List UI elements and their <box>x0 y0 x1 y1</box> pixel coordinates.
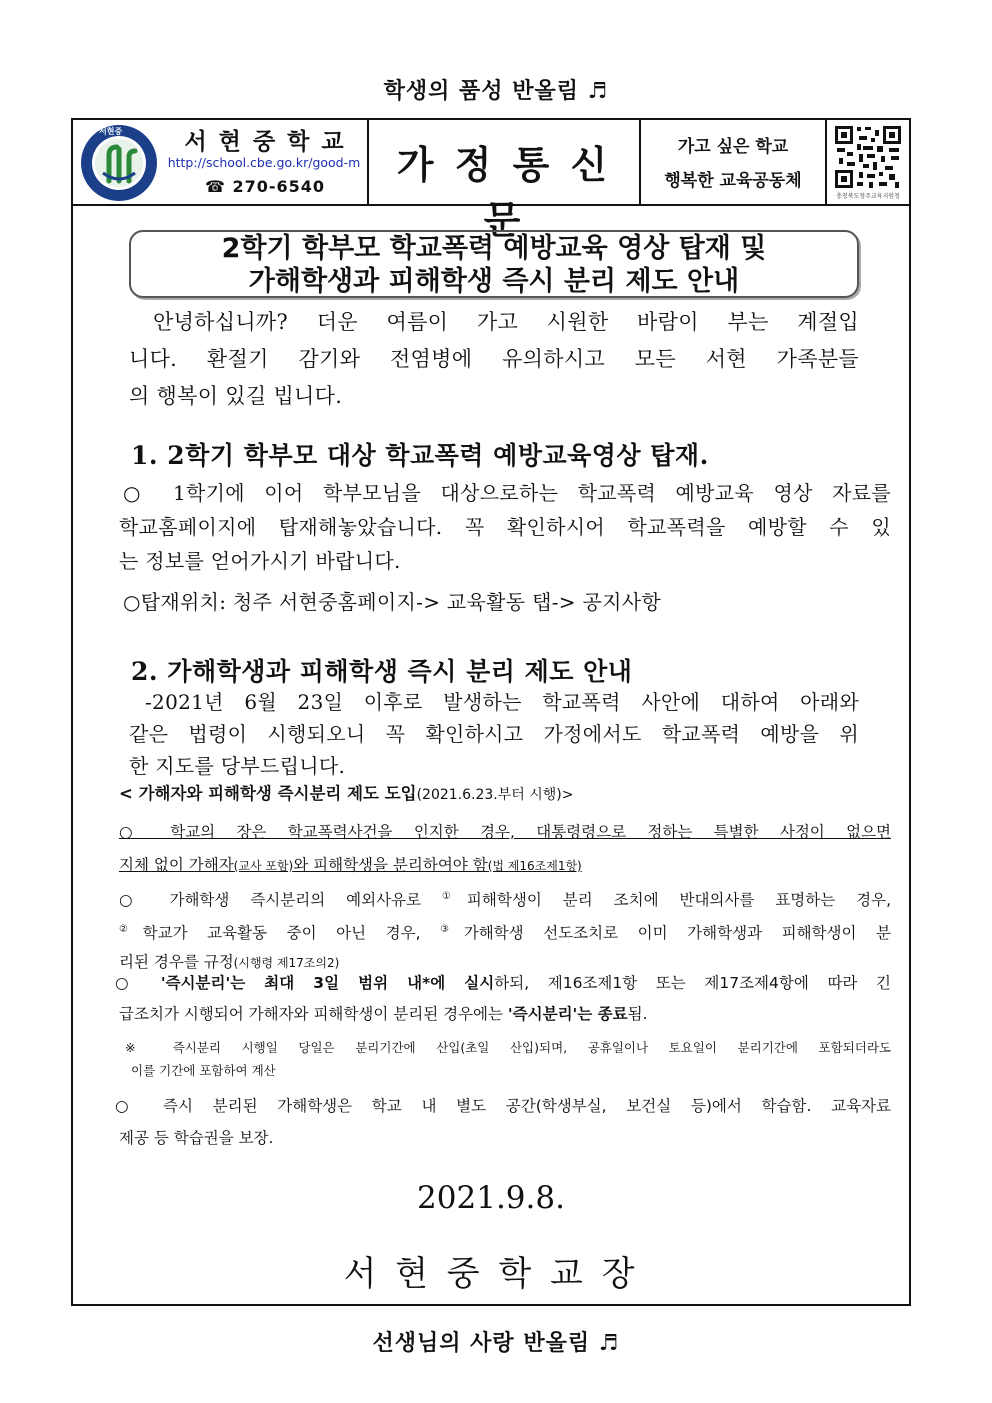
section1-line: 는 정보를 얻어가시기 바랍니다. <box>119 549 401 573</box>
rule-emphasis: '즉시분리'는 종료 <box>507 1005 628 1023</box>
rule-text: 급조치가 시행되어 가해자와 피해학생이 분리된 경우에는 <box>119 1005 508 1023</box>
greeting-line: 니다. 환절기 감기와 전염병에 유의하시고 모든 서현 가족분들 <box>129 347 859 371</box>
school-url-link[interactable]: http://school.cbe.go.kr/good-m <box>167 155 361 170</box>
rule-text: ○ <box>115 974 161 992</box>
qr-cell <box>827 120 909 204</box>
qr-caption: 충청북도청주교육지원청 <box>836 193 900 200</box>
greeting-line: 안녕하십니까? 더운 여름이 가고 시원한 바람이 부는 계절입 <box>153 310 859 334</box>
rule-text: 됨. <box>627 1005 648 1023</box>
section2-subheading <box>119 780 879 804</box>
circled-number: ② <box>119 924 143 936</box>
greeting-paragraph <box>129 304 859 415</box>
section2-heading: 2. 가해학생과 피해학생 즉시 분리 제도 안내 <box>131 657 633 686</box>
section1-body <box>119 476 891 578</box>
logo-text: 서현중 <box>99 127 123 136</box>
rule-text: 학교가 교육활동 중이 아닌 경우, <box>142 924 441 943</box>
section1-location: ○탑재위치: 청주 서현중홈페이지-> 교육활동 탭-> 공지사항 <box>123 590 661 614</box>
rule-text: 하되, 제16조제1항 또는 제17조제4항에 따라 긴 <box>494 974 891 992</box>
rule-text: 가해학생 선도조치로 이미 가해학생과 피해학생이 분 <box>463 924 892 943</box>
circled-number: ③ <box>440 924 464 936</box>
note-block <box>125 1036 891 1082</box>
school-phone: ☎ 270-6540 <box>204 177 326 196</box>
rule-note: (법 제16조제1항) <box>487 859 582 873</box>
rule-text: 지체 없이 가해자 <box>119 856 234 874</box>
subheading-bold: < 가해자와 피해학생 즉시분리 제도 도입 <box>119 784 417 803</box>
newsletter-frame <box>71 118 911 1306</box>
bottom-motto: 선생님의 사랑 반올림 ♬ <box>372 1331 620 1356</box>
rule-text: ○ 가해학생 즉시분리의 예외사유로 <box>119 891 442 910</box>
section2-line: -2021년 6월 23일 이후로 발생하는 학교폭력 사안에 대하여 아래와 <box>145 690 859 714</box>
note-line2: 이를 기간에 포함하여 계산 <box>131 1063 276 1078</box>
school-info-cell <box>73 120 369 204</box>
school-name: 서 현 중 학 교 <box>184 129 346 155</box>
title-line1: 2학기 학부모 학교폭력 예방교육 영상 탑재 및 <box>221 233 767 264</box>
rule-note: (교사 포함) <box>233 859 294 873</box>
rule-item-3 <box>115 968 891 1030</box>
section1-heading: 1. 2학기 학부모 대상 학교폭력 예방교육영상 탑재. <box>131 441 709 470</box>
newsletter-title: 가 정 통 신 문 <box>396 143 612 242</box>
title-line2: 가해학생과 피해학생 즉시 분리 제도 안내 <box>248 266 740 297</box>
circled-number: ① <box>441 891 467 902</box>
rule-text: 피해학생이 분리 조치에 반대의사를 표명하는 경우, <box>466 891 891 910</box>
rule-emphasis: '즉시분리'는 최대 3일 범위 내*에 실시 <box>160 974 495 992</box>
rule-item-4-line2: 제공 등 학습권을 보장. <box>119 1129 274 1147</box>
subheading-rest: (2021.6.23.부터 시행)> <box>416 787 574 803</box>
rule-item-1-line2 <box>119 849 891 883</box>
rule-item-3-line1 <box>115 968 891 999</box>
section1-line: 학교홈페이지에 탑재해놓았습니다. 꼭 확인하시어 학교폭력을 예방할 수 있 <box>119 515 891 539</box>
section2-body <box>129 686 859 782</box>
rule-text: 리된 경우를 규정 <box>119 953 234 972</box>
section2-line: 한 지도를 당부드립니다. <box>129 754 346 778</box>
slogan-line1: 가고 싶은 학교 <box>677 137 789 157</box>
header-row <box>73 120 909 242</box>
qr-code-icon[interactable] <box>833 124 903 190</box>
document-title-box <box>129 230 859 298</box>
rule-note: (시행령 제17조의2) <box>233 956 340 971</box>
rule-item-4 <box>115 1090 891 1154</box>
top-motto: 학생의 품성 반올림 ♬ <box>383 79 609 104</box>
section1-line: ○ 1학기에 이어 학부모님을 대상으로하는 학교폭력 예방교육 영상 자료를 <box>123 481 891 505</box>
rule-item-3-line2 <box>115 999 891 1030</box>
rule-item-4-line1: ○ 즉시 분리된 가해학생은 학교 내 별도 공간(학생부실, 보건실 등)에서 학습함. 교육자료 <box>115 1097 891 1115</box>
principal-signature: 서 현 중 학 교 장 <box>343 1254 639 1294</box>
newsletter-title-cell <box>369 120 641 242</box>
section2-line: 같은 법령이 시행되오니 꼭 확인하시고 가정에서도 학교폭력 예방을 위 <box>129 722 859 746</box>
slogan-line2: 행복한 교육공동체 <box>664 171 802 191</box>
document-date: 2021.9.8. <box>417 1180 565 1216</box>
rule-item-2 <box>119 882 891 978</box>
rule-item-2-line2 <box>119 915 891 948</box>
rule-text: 와 피해학생을 분리하여야 함 <box>293 856 488 874</box>
rule-item-2-line1 <box>119 882 891 915</box>
slogan-cell <box>641 120 827 204</box>
greeting-line: 의 행복이 있길 빕니다. <box>129 384 343 408</box>
note-line1: ※ 즉시분리 시행일 당일은 분리기간에 산입(초일 산입)되며, 공휴일이나 토요일이 분리기간에 포함되더라도 <box>125 1040 891 1055</box>
rule-item-1 <box>119 816 891 883</box>
rule-item-1-line1: ○ 학교의 장은 학교폭력사건을 인지한 경우, 대통령령으로 정하는 특별한 사정이 없으면 <box>119 823 891 841</box>
